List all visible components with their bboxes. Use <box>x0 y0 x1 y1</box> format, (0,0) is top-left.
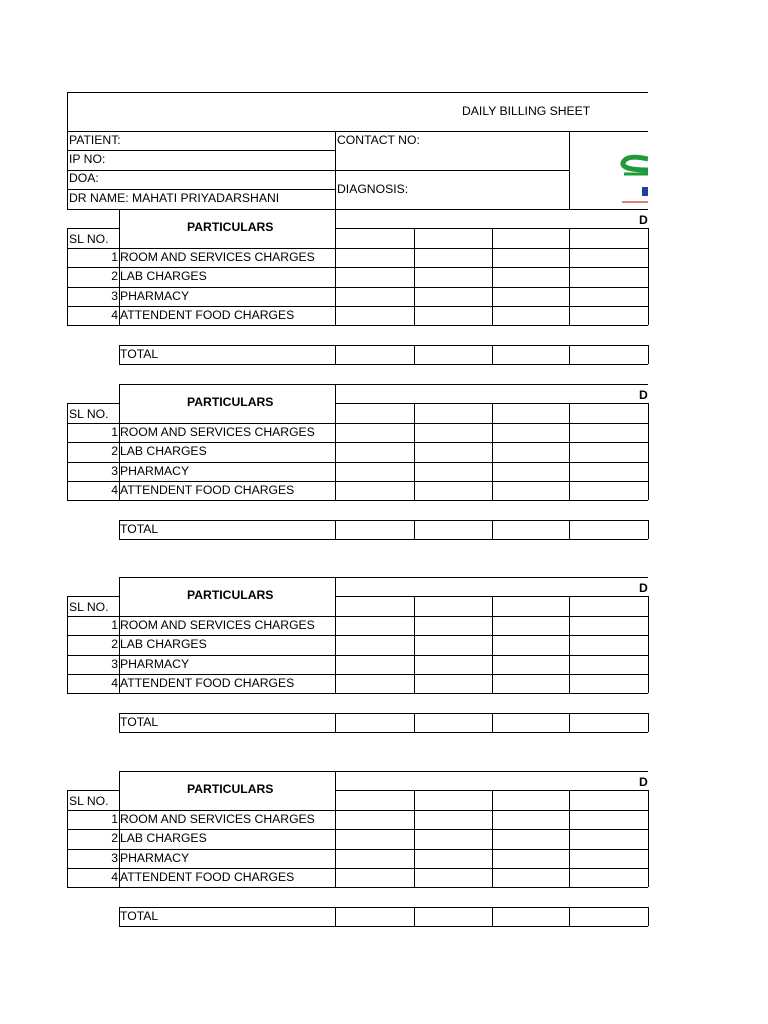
ip-row-divider <box>67 170 570 171</box>
row-label: PHARMACY <box>120 463 190 478</box>
total-column-line <box>569 345 570 364</box>
date-grid-column-line <box>569 228 570 325</box>
row-label: PHARMACY <box>120 288 190 303</box>
total-bottom-border <box>119 926 648 927</box>
row-number: 4 <box>111 483 118 497</box>
date-grid-column-line <box>648 228 649 325</box>
total-column-line <box>335 907 336 926</box>
sheet-title: DAILY BILLING SHEET <box>462 104 591 118</box>
contact-no-label: CONTACT NO: <box>337 133 420 147</box>
date-grid-column-line <box>492 403 493 500</box>
total-label: TOTAL <box>120 908 159 923</box>
row-number: 2 <box>111 269 118 284</box>
total-column-line <box>414 713 415 732</box>
row-label: LAB CHARGES <box>120 444 207 459</box>
section-header-top-border <box>119 384 648 385</box>
total-column-line <box>569 713 570 732</box>
row-divider <box>67 829 648 830</box>
date-header: D <box>639 581 648 595</box>
row-label: ROOM AND SERVICES CHARGES <box>120 811 315 826</box>
row-number: 4 <box>111 870 118 884</box>
date-grid-column-line <box>648 790 649 887</box>
row-number: 1 <box>111 811 118 826</box>
header-top-border <box>67 92 648 93</box>
total-column-line <box>335 345 336 364</box>
row-divider <box>67 887 648 888</box>
row-number: 2 <box>111 637 118 652</box>
particulars-header: PARTICULARS <box>187 395 274 409</box>
total-column-line <box>648 907 649 926</box>
date-grid-column-line <box>569 790 570 887</box>
row-label: LAB CHARGES <box>120 637 207 652</box>
ip-no-label: IP NO: <box>69 152 106 166</box>
slno-header-top-border <box>67 596 120 597</box>
doctor-name-label: DR NAME: MAHATI PRIYADARSHANI <box>69 191 280 205</box>
row-divider <box>67 500 648 501</box>
row-number: 3 <box>111 463 118 478</box>
row-divider <box>67 481 648 482</box>
total-column-line <box>492 907 493 926</box>
row-divider <box>67 849 648 850</box>
slno-header-top-border <box>67 228 120 229</box>
date-grid-column-line <box>414 596 415 693</box>
date-grid-column-line <box>492 228 493 325</box>
total-bottom-border <box>119 732 648 733</box>
slno-header: SL NO. <box>69 232 109 247</box>
slno-header: SL NO. <box>69 600 109 615</box>
particulars-header: PARTICULARS <box>187 588 274 602</box>
header-logo-divider <box>569 131 570 210</box>
row-divider <box>67 693 648 694</box>
row-number: 3 <box>111 656 118 671</box>
total-bottom-border <box>119 539 648 540</box>
total-column-line <box>414 345 415 364</box>
total-column-line <box>648 713 649 732</box>
total-column-line <box>569 907 570 926</box>
total-column-line <box>492 520 493 539</box>
total-column-line <box>414 907 415 926</box>
row-number: 1 <box>111 617 118 632</box>
row-number: 1 <box>111 424 118 439</box>
row-label: ROOM AND SERVICES CHARGES <box>120 617 315 632</box>
patient-row-divider <box>67 150 335 151</box>
row-divider <box>67 287 648 288</box>
total-column-line <box>648 520 649 539</box>
row-number: 2 <box>111 444 118 459</box>
row-label: ATTENDENT FOOD CHARGES <box>120 870 295 884</box>
total-column-line <box>335 713 336 732</box>
row-divider <box>67 655 648 656</box>
date-grid-column-line <box>569 596 570 693</box>
patient-label: PATIENT: <box>69 133 121 147</box>
row-label: ATTENDENT FOOD CHARGES <box>120 308 295 322</box>
row-label: ROOM AND SERVICES CHARGES <box>120 249 315 264</box>
particulars-header: PARTICULARS <box>187 220 274 234</box>
row-divider <box>67 462 648 463</box>
total-column-line <box>492 713 493 732</box>
row-number: 2 <box>111 831 118 846</box>
row-label: ATTENDENT FOOD CHARGES <box>120 676 295 690</box>
slno-header: SL NO. <box>69 407 109 422</box>
row-divider <box>67 267 648 268</box>
total-bottom-border <box>119 364 648 365</box>
total-label: TOTAL <box>120 521 159 536</box>
hospital-logo <box>618 150 648 206</box>
row-number: 3 <box>111 288 118 303</box>
row-divider <box>67 810 648 811</box>
total-column-line <box>648 345 649 364</box>
row-label: LAB CHARGES <box>120 269 207 284</box>
date-grid-column-line <box>648 403 649 500</box>
slno-header-top-border <box>67 403 120 404</box>
total-column-line <box>569 520 570 539</box>
total-column-line <box>335 520 336 539</box>
date-header: D <box>639 775 648 789</box>
section-header-top-border <box>119 577 648 578</box>
date-grid-column-line <box>414 403 415 500</box>
date-grid-column-line <box>414 790 415 887</box>
date-header: D <box>639 388 648 402</box>
slno-header: SL NO. <box>69 794 109 809</box>
row-label: PHARMACY <box>120 656 190 671</box>
row-number: 1 <box>111 249 118 264</box>
header-mid-divider <box>335 131 336 210</box>
row-label: LAB CHARGES <box>120 831 207 846</box>
section-header-top-border <box>119 209 648 210</box>
row-divider <box>67 674 648 675</box>
section-header-top-border <box>119 771 648 772</box>
row-divider <box>67 423 648 424</box>
doa-row-divider <box>67 189 335 190</box>
date-grid-column-line <box>492 790 493 887</box>
date-grid-column-line <box>648 596 649 693</box>
particulars-header: PARTICULARS <box>187 782 274 796</box>
row-divider <box>67 635 648 636</box>
row-number: 4 <box>111 676 118 690</box>
row-divider <box>67 325 648 326</box>
date-grid-column-line <box>492 596 493 693</box>
header-title-divider <box>67 131 648 132</box>
row-divider <box>67 306 648 307</box>
row-divider <box>67 616 648 617</box>
row-number: 3 <box>111 850 118 865</box>
date-grid-column-line <box>569 403 570 500</box>
date-grid-column-line <box>414 228 415 325</box>
row-label: PHARMACY <box>120 850 190 865</box>
row-label: ROOM AND SERVICES CHARGES <box>120 424 315 439</box>
total-label: TOTAL <box>120 346 159 361</box>
row-divider <box>67 868 648 869</box>
doa-label: DOA: <box>69 171 99 185</box>
row-label: ATTENDENT FOOD CHARGES <box>120 483 295 497</box>
total-column-line <box>492 345 493 364</box>
diagnosis-label: DIAGNOSIS: <box>337 182 409 196</box>
total-column-line <box>414 520 415 539</box>
date-header: D <box>639 213 648 227</box>
row-divider <box>67 248 648 249</box>
total-label: TOTAL <box>120 714 159 729</box>
slno-header-top-border <box>67 790 120 791</box>
row-number: 4 <box>111 308 118 322</box>
row-divider <box>67 442 648 443</box>
